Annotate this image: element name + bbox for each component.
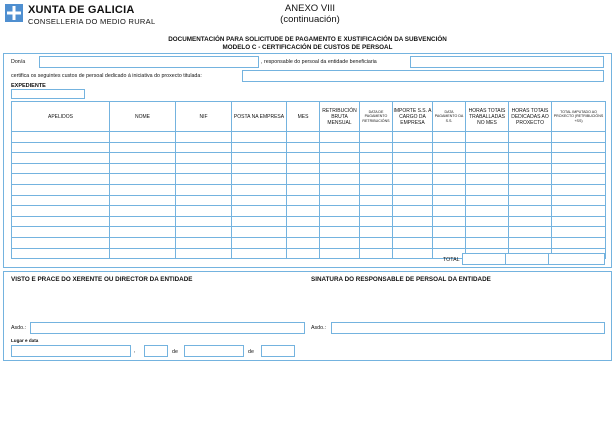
table-cell[interactable] xyxy=(320,195,360,206)
table-cell[interactable] xyxy=(433,174,466,185)
table-cell[interactable] xyxy=(360,184,393,195)
table-cell[interactable] xyxy=(320,227,360,238)
dept-name: CONSELLERIA DO MEDIO RURAL xyxy=(28,17,156,26)
table-cell[interactable] xyxy=(552,174,606,185)
de-label-1: de xyxy=(172,349,178,355)
table-cell[interactable] xyxy=(393,237,433,248)
col-horas-totais: HORAS TOTAIS TRABALLADAS NO MES xyxy=(466,102,509,132)
table-cell[interactable] xyxy=(552,216,606,227)
table-cell[interactable] xyxy=(466,132,509,143)
certifica-label: certifica os seguintes custos de persoal dedicado á iniciativa do proxecto titulada: xyxy=(11,73,202,79)
table-cell[interactable] xyxy=(393,248,433,259)
table-cell[interactable] xyxy=(176,174,232,185)
table-cell[interactable] xyxy=(110,142,176,153)
table-cell[interactable] xyxy=(287,184,320,195)
table-cell[interactable] xyxy=(360,216,393,227)
table-cell[interactable] xyxy=(110,174,176,185)
table-cell[interactable] xyxy=(232,184,287,195)
table-cell[interactable] xyxy=(176,132,232,143)
table-cell[interactable] xyxy=(509,184,552,195)
table-cell[interactable] xyxy=(509,237,552,248)
table-cell[interactable] xyxy=(552,142,606,153)
table-cell[interactable] xyxy=(176,206,232,217)
table-cell[interactable] xyxy=(393,153,433,164)
table-cell[interactable] xyxy=(12,163,110,174)
table-cell[interactable] xyxy=(287,174,320,185)
table-cell[interactable] xyxy=(433,184,466,195)
table-cell[interactable] xyxy=(176,227,232,238)
don-field[interactable] xyxy=(39,56,259,68)
table-cell[interactable] xyxy=(110,227,176,238)
table-cell[interactable] xyxy=(232,248,287,259)
table-cell[interactable] xyxy=(232,237,287,248)
table-cell[interactable] xyxy=(287,206,320,217)
table-cell[interactable] xyxy=(466,195,509,206)
table-cell[interactable] xyxy=(287,237,320,248)
table-row xyxy=(12,184,606,195)
table-cell[interactable] xyxy=(287,195,320,206)
table-cell[interactable] xyxy=(287,142,320,153)
table-cell[interactable] xyxy=(360,248,393,259)
col-nome: NOME xyxy=(110,102,176,132)
table-cell[interactable] xyxy=(287,248,320,259)
table-cell[interactable] xyxy=(552,237,606,248)
table-cell[interactable] xyxy=(320,248,360,259)
table-cell[interactable] xyxy=(320,237,360,248)
table-cell[interactable] xyxy=(509,132,552,143)
table-cell[interactable] xyxy=(393,216,433,227)
visto-prace-title: VISTO E PRACE DO XERENTE OU DIRECTOR DA ENTIDADE xyxy=(11,276,193,283)
table-row xyxy=(12,174,606,185)
document-title xyxy=(0,36,615,52)
table-cell[interactable] xyxy=(433,195,466,206)
table-cell[interactable] xyxy=(393,195,433,206)
annex-line-2: (continuación) xyxy=(280,14,340,25)
table-cell[interactable] xyxy=(552,195,606,206)
col-retribucion: RETRIBUCIÓN BRUTA MENSUAL xyxy=(320,102,360,132)
table-cell[interactable] xyxy=(12,227,110,238)
table-cell[interactable] xyxy=(360,153,393,164)
table-row xyxy=(12,237,606,248)
table-cell[interactable] xyxy=(433,216,466,227)
annex-line-1: ANEXO VIII xyxy=(284,3,336,14)
table-cell[interactable] xyxy=(466,163,509,174)
table-cell[interactable] xyxy=(176,195,232,206)
table-cell[interactable] xyxy=(232,142,287,153)
lugar-data-label: Lugar e data xyxy=(11,338,39,343)
table-cell[interactable] xyxy=(360,142,393,153)
table-cell[interactable] xyxy=(433,142,466,153)
table-cell[interactable] xyxy=(466,227,509,238)
table-cell[interactable] xyxy=(552,163,606,174)
table-cell[interactable] xyxy=(393,184,433,195)
table-body xyxy=(12,132,606,259)
table-cell[interactable] xyxy=(110,132,176,143)
table-cell[interactable] xyxy=(12,195,110,206)
table-cell[interactable] xyxy=(360,163,393,174)
table-cell[interactable] xyxy=(360,195,393,206)
table-cell[interactable] xyxy=(509,227,552,238)
responsable-label: , responsable do persoal da entidade beneficiaria xyxy=(261,59,377,65)
table-cell[interactable] xyxy=(466,153,509,164)
table-cell[interactable] xyxy=(552,132,606,143)
table-cell[interactable] xyxy=(393,206,433,217)
asdo-left-field[interactable] xyxy=(30,322,305,334)
table-cell[interactable] xyxy=(176,184,232,195)
table-cell[interactable] xyxy=(12,248,110,259)
document-title-line-2: MODELO C - CERTIFICACIÓN DE CUSTOS DE PERSOAL xyxy=(222,44,393,51)
persoal-table xyxy=(11,101,606,259)
table-cell[interactable] xyxy=(110,184,176,195)
table-cell[interactable] xyxy=(509,174,552,185)
table-cell[interactable] xyxy=(552,153,606,164)
table-cell[interactable] xyxy=(393,227,433,238)
table-row xyxy=(12,142,606,153)
table-cell[interactable] xyxy=(360,237,393,248)
table-cell[interactable] xyxy=(509,195,552,206)
table-cell[interactable] xyxy=(393,163,433,174)
table-cell[interactable] xyxy=(287,163,320,174)
dia-field[interactable] xyxy=(144,345,168,357)
table-cell[interactable] xyxy=(176,216,232,227)
table-cell[interactable] xyxy=(393,174,433,185)
table-cell[interactable] xyxy=(287,216,320,227)
sinatura-title: SINATURA DO RESPONSABLE DE PERSOAL DA ENTIDADE xyxy=(311,276,491,283)
proxecto-field[interactable] xyxy=(242,70,604,82)
table-row xyxy=(12,227,606,238)
table-cell[interactable] xyxy=(466,184,509,195)
col-mes: MES xyxy=(287,102,320,132)
table-cell[interactable] xyxy=(509,206,552,217)
table-cell[interactable] xyxy=(287,227,320,238)
table-cell[interactable] xyxy=(433,227,466,238)
org-name: XUNTA DE GALICIA xyxy=(28,4,135,16)
table-cell[interactable] xyxy=(176,153,232,164)
table-cell[interactable] xyxy=(433,153,466,164)
table-cell[interactable] xyxy=(509,153,552,164)
table-cell[interactable] xyxy=(393,132,433,143)
table-cell[interactable] xyxy=(320,142,360,153)
table-cell[interactable] xyxy=(552,227,606,238)
asdo-left-label: Asdo.: xyxy=(11,325,27,331)
table-cell[interactable] xyxy=(466,174,509,185)
lugar-field[interactable] xyxy=(11,345,131,357)
table-cell[interactable] xyxy=(320,206,360,217)
de-label-2: de xyxy=(248,349,254,355)
table-row xyxy=(12,206,606,217)
table-cell[interactable] xyxy=(232,153,287,164)
table-cell[interactable] xyxy=(232,174,287,185)
table-cell[interactable] xyxy=(433,132,466,143)
entidade-field[interactable] xyxy=(410,56,604,68)
table-cell[interactable] xyxy=(287,132,320,143)
table-cell[interactable] xyxy=(287,153,320,164)
table-cell[interactable] xyxy=(320,216,360,227)
col-importe-ss: IMPORTE S.S. A CARGO DA EMPRESA xyxy=(393,102,433,132)
table-cell[interactable] xyxy=(360,227,393,238)
col-data-pagamento: DATA DE PAGAMENTO RETRIBUCIÓNS xyxy=(360,102,393,132)
table-cell[interactable] xyxy=(232,132,287,143)
col-total-imputado: TOTAL IMPUTADO AO PROXECTO (RETRIBUCIÓNS +SS) xyxy=(552,102,606,132)
total-label: TOTAL xyxy=(443,257,460,263)
table-cell[interactable] xyxy=(232,163,287,174)
table-cell[interactable] xyxy=(320,163,360,174)
table-cell[interactable] xyxy=(232,195,287,206)
col-data-ss: DATA PAGAMENTO DA S.S. xyxy=(433,102,466,132)
table-cell[interactable] xyxy=(12,237,110,248)
mes-field[interactable] xyxy=(184,345,244,357)
table-cell[interactable] xyxy=(12,142,110,153)
table-cell[interactable] xyxy=(466,216,509,227)
table-cell[interactable] xyxy=(110,206,176,217)
table-cell[interactable] xyxy=(110,153,176,164)
col-posta: POSTA NA EMPRESA xyxy=(232,102,287,132)
table-cell[interactable] xyxy=(110,248,176,259)
expediente-label: EXPEDIENTE xyxy=(11,83,46,89)
xunta-logo-icon xyxy=(5,4,23,22)
don-label: Don/a xyxy=(11,59,26,65)
ano-field[interactable] xyxy=(261,345,295,357)
table-cell[interactable] xyxy=(110,163,176,174)
asdo-right-field[interactable] xyxy=(331,322,605,334)
table-cell[interactable] xyxy=(12,174,110,185)
table-cell[interactable] xyxy=(509,216,552,227)
document-title-line-1: DOCUMENTACIÓN PARA SOLICITUDE DE PAGAMENTO E XUSTIFICACIÓN DA SUBVENCIÓN xyxy=(168,36,447,43)
asdo-right-label: Asdo.: xyxy=(311,325,327,331)
table-cell[interactable] xyxy=(509,163,552,174)
table-row xyxy=(12,153,606,164)
table-row xyxy=(12,163,606,174)
table-cell[interactable] xyxy=(12,184,110,195)
table-row xyxy=(12,195,606,206)
table-cell[interactable] xyxy=(110,237,176,248)
table-cell[interactable] xyxy=(552,184,606,195)
table-cell[interactable] xyxy=(12,216,110,227)
table-cell[interactable] xyxy=(176,248,232,259)
table-cell[interactable] xyxy=(232,206,287,217)
table-cell[interactable] xyxy=(110,195,176,206)
total-horas-field[interactable] xyxy=(462,253,506,265)
table-cell[interactable] xyxy=(466,206,509,217)
table-cell[interactable] xyxy=(393,142,433,153)
annex-label xyxy=(250,3,370,25)
table-cell[interactable] xyxy=(433,163,466,174)
total-horas-proxecto-field[interactable] xyxy=(505,253,549,265)
table-cell[interactable] xyxy=(360,206,393,217)
expediente-field[interactable] xyxy=(11,89,85,99)
table-cell[interactable] xyxy=(110,216,176,227)
table-cell[interactable] xyxy=(509,142,552,153)
table-cell[interactable] xyxy=(552,206,606,217)
comma-separator: , xyxy=(134,348,136,354)
table-cell[interactable] xyxy=(466,142,509,153)
table-row xyxy=(12,216,606,227)
table-cell[interactable] xyxy=(12,132,110,143)
table-cell[interactable] xyxy=(433,206,466,217)
table-cell[interactable] xyxy=(232,227,287,238)
total-imputado-field[interactable] xyxy=(548,253,605,265)
table-cell[interactable] xyxy=(320,184,360,195)
table-cell[interactable] xyxy=(320,174,360,185)
table-cell[interactable] xyxy=(320,153,360,164)
table-cell[interactable] xyxy=(176,163,232,174)
table-cell[interactable] xyxy=(12,206,110,217)
table-cell[interactable] xyxy=(360,174,393,185)
table-cell[interactable] xyxy=(433,237,466,248)
table-cell[interactable] xyxy=(320,132,360,143)
table-cell[interactable] xyxy=(176,142,232,153)
table-row xyxy=(12,132,606,143)
table-cell[interactable] xyxy=(466,237,509,248)
col-nif: NIF xyxy=(176,102,232,132)
table-cell[interactable] xyxy=(360,132,393,143)
table-cell[interactable] xyxy=(12,153,110,164)
col-horas-proxecto: HORAS TOTAIS DEDICADAS AO PROXECTO xyxy=(509,102,552,132)
table-cell[interactable] xyxy=(176,237,232,248)
col-apelidos: APELIDOS xyxy=(12,102,110,132)
table-cell[interactable] xyxy=(232,216,287,227)
